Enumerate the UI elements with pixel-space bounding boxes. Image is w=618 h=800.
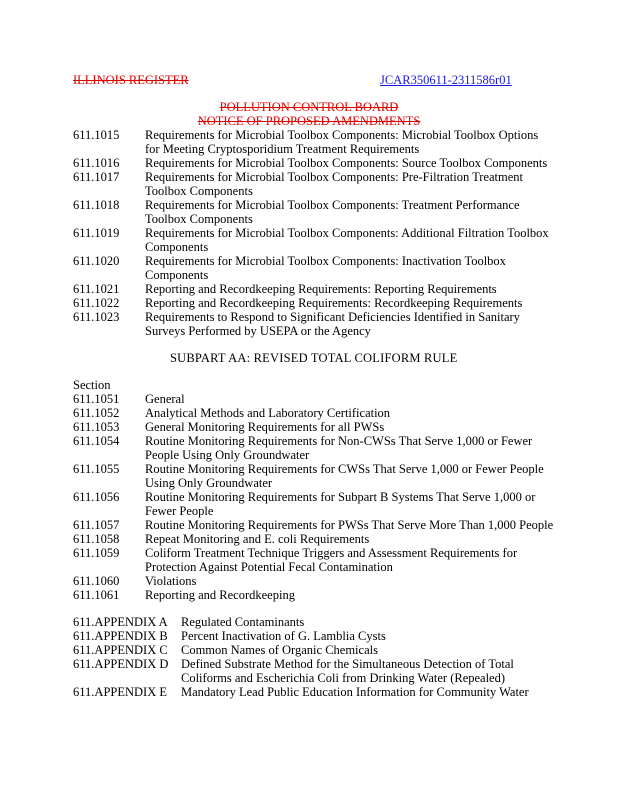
section-entry	[73, 588, 593, 602]
section-title	[145, 156, 593, 170]
section-number: 611.1061	[73, 588, 120, 602]
section-title	[145, 490, 593, 518]
section-entry	[73, 643, 593, 657]
section-title	[145, 546, 593, 574]
section-number: 611.1059	[73, 546, 120, 560]
section-number: 611.1021	[73, 282, 120, 296]
section-title-line: Coliforms and Escherichia Coli from Drinking Water (Repealed)	[181, 671, 506, 685]
section-title	[145, 406, 593, 420]
section-number: 611.1055	[73, 462, 120, 476]
section-title	[145, 128, 593, 156]
section-title	[145, 434, 593, 462]
section-title-line: Coliform Treatment Technique Triggers and Assessment Requirements for	[145, 546, 518, 560]
section-title	[145, 296, 593, 310]
subpart-heading: SUBPART AA: REVISED TOTAL COLIFORM RULE	[170, 351, 458, 365]
appendix-list	[73, 615, 593, 699]
section-number: 611.1019	[73, 226, 120, 240]
section-entry	[73, 546, 593, 574]
section-entry	[73, 392, 593, 406]
section-title-line: Mandatory Lead Public Education Information for Community Water	[181, 685, 529, 699]
section-entry	[73, 296, 593, 310]
section-title	[145, 310, 593, 338]
section-title	[145, 170, 593, 198]
section-entry	[73, 254, 593, 282]
section-entry	[73, 156, 593, 170]
section-title-line: Toolbox Components	[145, 212, 253, 226]
section-title	[145, 420, 593, 434]
section-number: 611.1053	[73, 420, 120, 434]
section-entry	[73, 406, 593, 420]
section-number: 611.1057	[73, 518, 120, 532]
section-title-line: Requirements for Microbial Toolbox Components: Additional Filtration Toolbox	[145, 226, 549, 240]
section-entry	[73, 532, 593, 546]
section-number: 611.1018	[73, 198, 120, 212]
section-number: 611.1054	[73, 434, 120, 448]
section-number: 611.1060	[73, 574, 120, 588]
section-title-line: Percent Inactivation of G. Lamblia Cysts	[181, 629, 386, 643]
section-number: 611.1051	[73, 392, 120, 406]
section-list-a	[73, 128, 593, 338]
section-title-line: Toolbox Components	[145, 184, 253, 198]
section-number: 611.1017	[73, 170, 120, 184]
section-number: 611.1022	[73, 296, 120, 310]
section-number: 611.1058	[73, 532, 120, 546]
section-entry	[73, 128, 593, 156]
section-title	[181, 657, 593, 685]
section-title	[145, 518, 593, 532]
section-number: 611.APPENDIX A	[73, 615, 168, 629]
notice-title: NOTICE OF PROPOSED AMENDMENTS	[197, 114, 421, 128]
section-title-line: Repeat Monitoring and E. coli Requirements	[145, 532, 370, 546]
section-entry	[73, 434, 593, 462]
section-title-line: Routine Monitoring Requirements for CWSs That Serve 1,000 or Fewer People	[145, 462, 544, 476]
section-title-line: Routine Monitoring Requirements for PWSs That Serve More Than 1,000 People	[145, 518, 554, 532]
section-number: 611.1052	[73, 406, 120, 420]
section-title	[145, 392, 593, 406]
section-entry	[73, 170, 593, 198]
section-title	[145, 588, 593, 602]
section-title-line: Analytical Methods and Laboratory Certification	[145, 406, 391, 420]
section-list-b	[73, 392, 593, 602]
section-title-line: Routine Monitoring Requirements for Non-CWSs That Serve 1,000 or Fewer	[145, 434, 533, 448]
section-title	[181, 643, 593, 657]
section-title-line: Reporting and Recordkeeping	[145, 588, 295, 602]
section-title-line: Using Only Groundwater	[145, 476, 273, 490]
section-number: 611.APPENDIX B	[73, 629, 168, 643]
section-title	[145, 462, 593, 490]
section-title-line: People Using Only Groundwater	[145, 448, 310, 462]
section-title-line: Routine Monitoring Requirements for Subpart B Systems That Serve 1,000 or	[145, 490, 536, 504]
section-label: Section	[73, 378, 111, 392]
jcar-code-link[interactable]: JCAR350611-2311586r01	[380, 73, 512, 87]
section-title	[145, 254, 593, 282]
section-entry	[73, 518, 593, 532]
section-title	[145, 532, 593, 546]
section-entry	[73, 310, 593, 338]
section-number: 611.1020	[73, 254, 120, 268]
section-title	[145, 198, 593, 226]
section-title	[145, 574, 593, 588]
section-title	[145, 226, 593, 254]
section-number: 611.1056	[73, 490, 120, 504]
section-number: 611.1015	[73, 128, 120, 142]
section-number: 611.APPENDIX E	[73, 685, 167, 699]
section-number: 611.1016	[73, 156, 120, 170]
section-entry	[73, 657, 593, 685]
section-title-line: General Monitoring Requirements for all PWSs	[145, 420, 385, 434]
section-title-line: Requirements for Microbial Toolbox Components: Source Toolbox Components	[145, 156, 548, 170]
section-entry	[73, 574, 593, 588]
section-entry	[73, 226, 593, 254]
section-entry	[73, 629, 593, 643]
board-title: POLLUTION CONTROL BOARD	[219, 100, 399, 114]
section-title-line: Defined Substrate Method for the Simultaneous Detection of Total	[181, 657, 514, 671]
section-title-line: Reporting and Recordkeeping Requirements: Recordkeeping Requirements	[145, 296, 523, 310]
section-title	[181, 629, 593, 643]
section-title-line: Requirements for Microbial Toolbox Components: Microbial Toolbox Options	[145, 128, 539, 142]
section-number: 611.APPENDIX C	[73, 643, 168, 657]
section-entry	[73, 462, 593, 490]
section-entry	[73, 282, 593, 296]
section-title	[145, 282, 593, 296]
section-title-line: Violations	[145, 574, 197, 588]
section-title-line: Fewer People	[145, 504, 214, 518]
section-title-line: Protection Against Potential Fecal Contamination	[145, 560, 393, 574]
section-title-line: Requirements for Microbial Toolbox Components: Inactivation Toolbox	[145, 254, 506, 268]
register-header: ILLINOIS REGISTER	[73, 73, 189, 87]
section-number: 611.1023	[73, 310, 120, 324]
section-title-line: Common Names of Organic Chemicals	[181, 643, 378, 657]
section-entry	[73, 490, 593, 518]
section-entry	[73, 685, 593, 699]
section-title-line: Requirements to Respond to Significant Deficiencies Identified in Sanitary	[145, 310, 520, 324]
section-title-line: Requirements for Microbial Toolbox Components: Treatment Performance	[145, 198, 520, 212]
section-title-line: Requirements for Microbial Toolbox Components: Pre-Filtration Treatment	[145, 170, 524, 184]
section-title-line: for Meeting Cryptosporidium Treatment Requirements	[145, 142, 420, 156]
section-title-line: Components	[145, 240, 209, 254]
section-title-line: Reporting and Recordkeeping Requirements: Reporting Requirements	[145, 282, 497, 296]
section-title-line: Surveys Performed by USEPA or the Agency	[145, 324, 371, 338]
section-title	[181, 685, 593, 699]
section-number: 611.APPENDIX D	[73, 657, 169, 671]
section-entry	[73, 615, 593, 629]
section-title-line: General	[145, 392, 185, 406]
section-entry	[73, 420, 593, 434]
section-title	[181, 615, 593, 629]
section-title-line: Components	[145, 268, 209, 282]
section-title-line: Regulated Contaminants	[181, 615, 305, 629]
section-entry	[73, 198, 593, 226]
